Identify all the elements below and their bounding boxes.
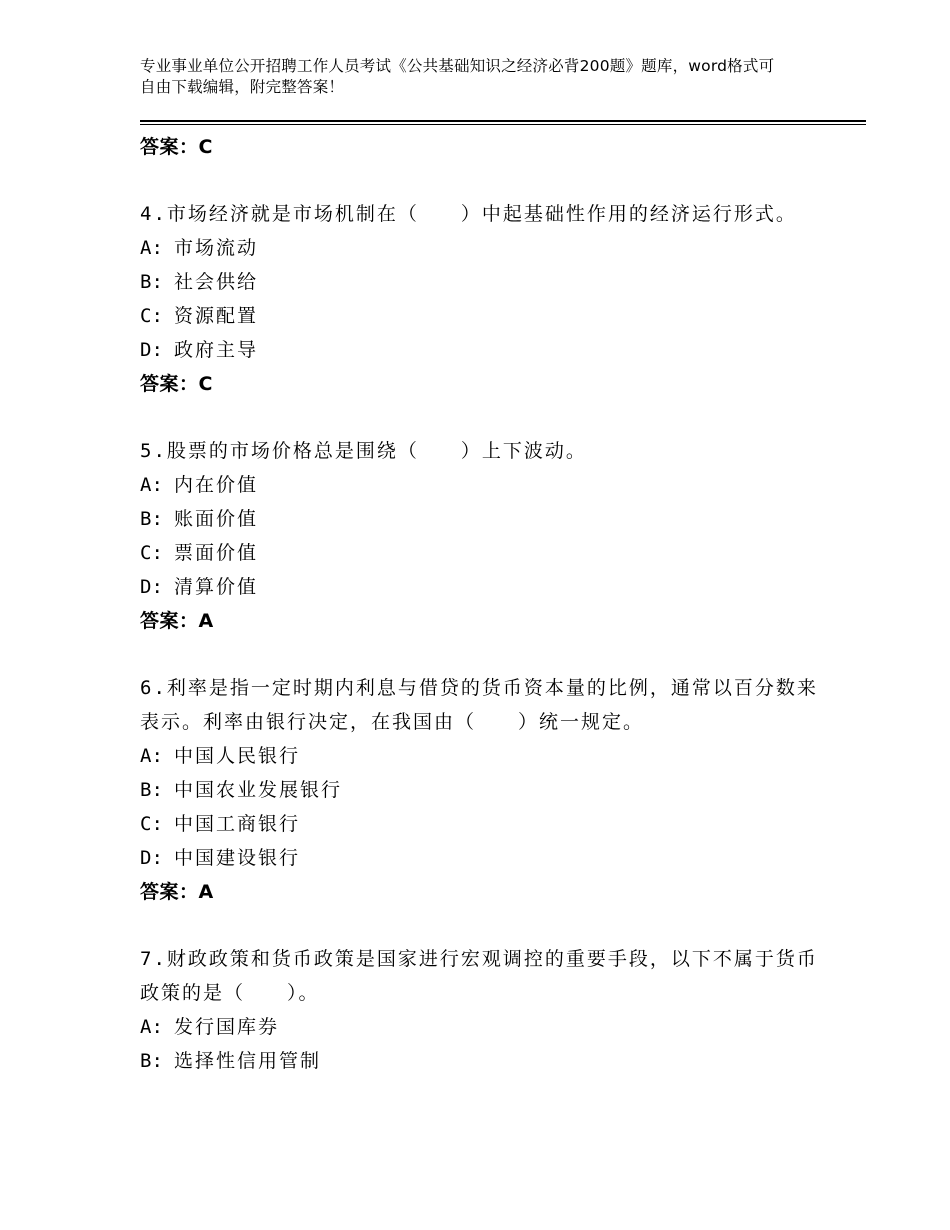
question-stem: 7.财政政策和货币政策是国家进行宏观调控的重要手段，以下不属于货币政策的是（ ）。 — [140, 948, 818, 1004]
option-key: A: — [140, 474, 163, 496]
option-key: B: — [140, 271, 163, 293]
option-text: 清算价值 — [174, 576, 259, 598]
option-a — [140, 739, 820, 773]
option-a — [140, 1010, 820, 1044]
option-d — [140, 841, 820, 875]
option-b — [140, 265, 820, 299]
question-item — [140, 197, 820, 401]
question-item — [140, 942, 820, 1078]
option-text: 社会供给 — [174, 271, 259, 293]
option-text: 中国工商银行 — [174, 813, 301, 835]
question-stem: 5.股票的市场价格总是围绕（ ）上下波动。 — [140, 440, 587, 462]
previous-answer: 答案：C — [140, 136, 213, 158]
option-c — [140, 299, 820, 333]
option-key: C: — [140, 305, 163, 327]
question-answer: 答案：A — [140, 610, 214, 632]
question-stem: 6.利率是指一定时期内利息与借贷的货币资本量的比例，通常以百分数来表示。利率由银行决定，在我国由（ ）统一规定。 — [140, 677, 818, 733]
option-c — [140, 807, 820, 841]
option-d — [140, 333, 820, 367]
option-key: B: — [140, 508, 163, 530]
option-b — [140, 502, 820, 536]
header-rule-thick — [140, 120, 866, 122]
option-key: C: — [140, 813, 163, 835]
question-item — [140, 671, 820, 909]
option-text: 资源配置 — [174, 305, 259, 327]
option-a — [140, 468, 820, 502]
option-text: 票面价值 — [174, 542, 259, 564]
option-text: 中国建设银行 — [174, 847, 301, 869]
option-key: D: — [140, 847, 163, 869]
option-key: A: — [140, 1016, 163, 1038]
option-text: 政府主导 — [174, 339, 259, 361]
option-text: 账面价值 — [174, 508, 259, 530]
option-b — [140, 1044, 820, 1078]
option-key: B: — [140, 779, 163, 801]
question-list — [140, 130, 820, 1078]
option-key: D: — [140, 576, 163, 598]
option-key: B: — [140, 1050, 163, 1072]
document-header — [140, 56, 780, 98]
option-key: D: — [140, 339, 163, 361]
option-key: C: — [140, 542, 163, 564]
option-key: A: — [140, 745, 163, 767]
option-text: 市场流动 — [174, 237, 259, 259]
option-text: 中国农业发展银行 — [174, 779, 343, 801]
option-d — [140, 570, 820, 604]
option-text: 内在价值 — [174, 474, 259, 496]
option-text: 发行国库券 — [174, 1016, 280, 1038]
header-rule-thin — [140, 124, 866, 125]
header-title: 专业事业单位公开招聘工作人员考试《公共基础知识之经济必背200题》题库，word格式可自由下载编辑，附完整答案！ — [140, 57, 775, 96]
option-text: 中国人民银行 — [174, 745, 301, 767]
question-answer: 答案：A — [140, 881, 214, 903]
option-c — [140, 536, 820, 570]
option-text: 选择性信用管制 — [174, 1050, 322, 1072]
option-key: A: — [140, 237, 163, 259]
option-a — [140, 231, 820, 265]
question-item — [140, 434, 820, 638]
question-answer: 答案：C — [140, 373, 213, 395]
option-b — [140, 773, 820, 807]
question-stem: 4.市场经济就是市场机制在（ ）中起基础性作用的经济运行形式。 — [140, 203, 797, 225]
